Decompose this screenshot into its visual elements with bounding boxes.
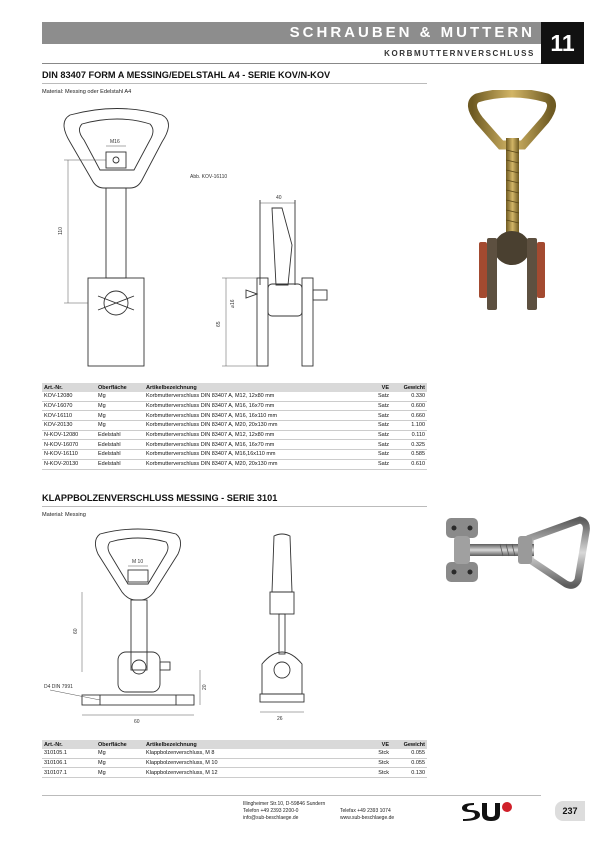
cell-oberflaeche: Edelstahl — [96, 459, 144, 469]
cell-artikel: Korbmutterverschluss DIN 83407 A, M12, 12x80 mm — [144, 430, 363, 440]
section2-title: KLAPPBOLZENVERSCHLUSS MESSING - SERIE 3101 — [42, 493, 278, 503]
cell-artnr: KOV-20130 — [42, 421, 96, 431]
table-row — [42, 749, 427, 758]
cell-ve: Stck — [363, 749, 391, 758]
cell-gewicht: 0.330 — [391, 392, 427, 401]
sub-logo-icon — [458, 799, 514, 823]
cell-artikel: Korbmutterverschluss DIN 83407 A, M20, 20x130 mm — [144, 421, 363, 431]
cell-oberflaeche: Mg — [96, 401, 144, 411]
cell-artikel: Korbmutterverschluss DIN 83407 A, M16, 16x110 mm — [144, 411, 363, 421]
cell-artnr: KOV-16070 — [42, 401, 96, 411]
cell-ve: Satz — [363, 459, 391, 469]
table-header-row — [42, 383, 427, 392]
cell-oberflaeche: Mg — [96, 758, 144, 768]
cell-artnr: KOV-12080 — [42, 392, 96, 401]
footer-email-text: info@sub-beschlaege.de — [243, 815, 299, 821]
table-row — [42, 401, 427, 411]
cell-oberflaeche: Mg — [96, 392, 144, 401]
col-ve: VE — [363, 740, 391, 749]
table-row — [42, 411, 427, 421]
dim-20: 20 — [202, 684, 208, 690]
table-row — [42, 450, 427, 460]
section1-rule — [42, 83, 427, 84]
cell-gewicht: 0.130 — [391, 768, 427, 778]
table-row — [42, 440, 427, 450]
table-row — [42, 459, 427, 469]
cell-gewicht: 1.100 — [391, 421, 427, 431]
col-gewicht: Gewicht — [391, 383, 427, 392]
cell-oberflaeche: Mg — [96, 411, 144, 421]
kov-side-drawing — [210, 190, 340, 370]
cell-gewicht: 0.325 — [391, 440, 427, 450]
section2-rule — [42, 506, 427, 507]
table-row — [42, 430, 427, 440]
section1-title: DIN 83407 FORM A MESSING/EDELSTAHL A4 - SERIE KOV/N-KOV — [42, 70, 331, 80]
dim-65: 65 — [216, 321, 222, 327]
cell-artikel: Klappbolzenverschluss, M 12 — [144, 768, 363, 778]
cell-artnr: N-KOV-16070 — [42, 440, 96, 450]
cell-artikel: Korbmutterverschluss DIN 83407 A, M12, 12x80 mm — [144, 392, 363, 401]
cell-gewicht: 0.660 — [391, 411, 427, 421]
cell-gewicht: 0.055 — [391, 749, 427, 758]
dim-m10: M 10 — [132, 559, 144, 565]
cell-artnr: 310105.1 — [42, 749, 96, 758]
dim-26: 26 — [277, 716, 283, 722]
header-subtitle: KORBMUTTERNVERSCHLUSS — [384, 49, 535, 58]
klappbolzen-side-drawing — [250, 532, 320, 732]
chapter-number: 11 — [541, 22, 584, 64]
cell-gewicht: 0.110 — [391, 430, 427, 440]
dim-d16: ⌀16 — [230, 299, 236, 308]
cell-ve: Satz — [363, 430, 391, 440]
cell-ve: Stck — [363, 758, 391, 768]
klappbolzen-product-photo — [440, 510, 590, 605]
col-gewicht: Gewicht — [391, 740, 427, 749]
dim-60-vertical: 60 — [73, 628, 79, 634]
cell-artikel: Korbmutterverschluss DIN 83407 A, M16,16x110 mm — [144, 450, 363, 460]
footer-email[interactable] — [243, 815, 298, 821]
section2-material: Material: Messing — [42, 512, 86, 518]
table-row — [42, 421, 427, 431]
header-title: SCHRAUBEN & MUTTERN — [289, 24, 535, 41]
cell-gewicht: 0.585 — [391, 450, 427, 460]
cell-ve: Stck — [363, 768, 391, 778]
cell-oberflaeche: Mg — [96, 421, 144, 431]
cell-oberflaeche: Mg — [96, 749, 144, 758]
cell-gewicht: 0.055 — [391, 758, 427, 768]
dim-m16: M16 — [110, 139, 120, 145]
dim-40: 40 — [276, 195, 282, 201]
cell-artnr: 310106.1 — [42, 758, 96, 768]
cell-artnr: 310107.1 — [42, 768, 96, 778]
section1-material: Material: Messing oder Edelstahl A4 — [42, 89, 132, 95]
page-number: 237 — [555, 801, 585, 821]
cell-artnr: N-KOV-20130 — [42, 459, 96, 469]
cell-oberflaeche: Mg — [96, 768, 144, 778]
footer-rule — [42, 795, 541, 796]
dim-din: D4 DIN 7991 — [44, 684, 73, 690]
cell-artikel: Korbmutterverschluss DIN 83407 A, M16, 16x70 mm — [144, 401, 363, 411]
cell-ve: Satz — [363, 421, 391, 431]
header-rule — [42, 63, 541, 64]
cell-artikel: Klappbolzenverschluss, M 10 — [144, 758, 363, 768]
col-artikelbezeichnung: Artikelbezeichnung — [144, 383, 363, 392]
cell-ve: Satz — [363, 392, 391, 401]
cell-oberflaeche: Edelstahl — [96, 430, 144, 440]
table-row — [42, 392, 427, 401]
footer-web-text: www.sub-beschlaege.de — [340, 815, 395, 821]
cell-oberflaeche: Edelstahl — [96, 450, 144, 460]
section1-abbildung: Abb. KOV-16110 — [190, 174, 228, 180]
cell-artikel: Korbmutterverschluss DIN 83407 A, M16, 16x70 mm — [144, 440, 363, 450]
cell-artnr: N-KOV-16110 — [42, 450, 96, 460]
col-oberflaeche: Oberfläche — [96, 740, 144, 749]
kov-front-drawing — [40, 100, 190, 375]
cell-artikel: Klappbolzenverschluss, M 8 — [144, 749, 363, 758]
cell-oberflaeche: Edelstahl — [96, 440, 144, 450]
dim-110: 110 — [58, 227, 64, 235]
footer-fax: Telefax +49 2393 1074 — [340, 808, 391, 814]
cell-ve: Satz — [363, 440, 391, 450]
klappbolzen-front-drawing — [42, 522, 222, 732]
footer-address: Illingheimer Str.10, D-59846 Sundern — [243, 801, 326, 807]
cell-gewicht: 0.610 — [391, 459, 427, 469]
cell-ve: Satz — [363, 411, 391, 421]
col-artnr: Art.-Nr. — [42, 740, 96, 749]
col-oberflaeche: Oberfläche — [96, 383, 144, 392]
cell-ve: Satz — [363, 450, 391, 460]
cell-gewicht: 0.600 — [391, 401, 427, 411]
kov-product-photo — [465, 90, 560, 320]
footer-web[interactable] — [340, 815, 394, 821]
cell-artnr: N-KOV-12080 — [42, 430, 96, 440]
col-artikelbezeichnung: Artikelbezeichnung — [144, 740, 363, 749]
table-row — [42, 758, 427, 768]
col-artnr: Art.-Nr. — [42, 383, 96, 392]
section2-table — [42, 740, 427, 778]
dim-60-horizontal: 60 — [134, 719, 140, 725]
cell-artikel: Korbmutterverschluss DIN 83407 A, M20, 20x130 mm — [144, 459, 363, 469]
cell-artnr: KOV-16110 — [42, 411, 96, 421]
table-header-row — [42, 740, 427, 749]
col-ve: VE — [363, 383, 391, 392]
footer-phone: Telefon +49 2393 2200-0 — [243, 808, 299, 814]
section1-table — [42, 383, 427, 470]
cell-ve: Satz — [363, 401, 391, 411]
table-row — [42, 768, 427, 778]
